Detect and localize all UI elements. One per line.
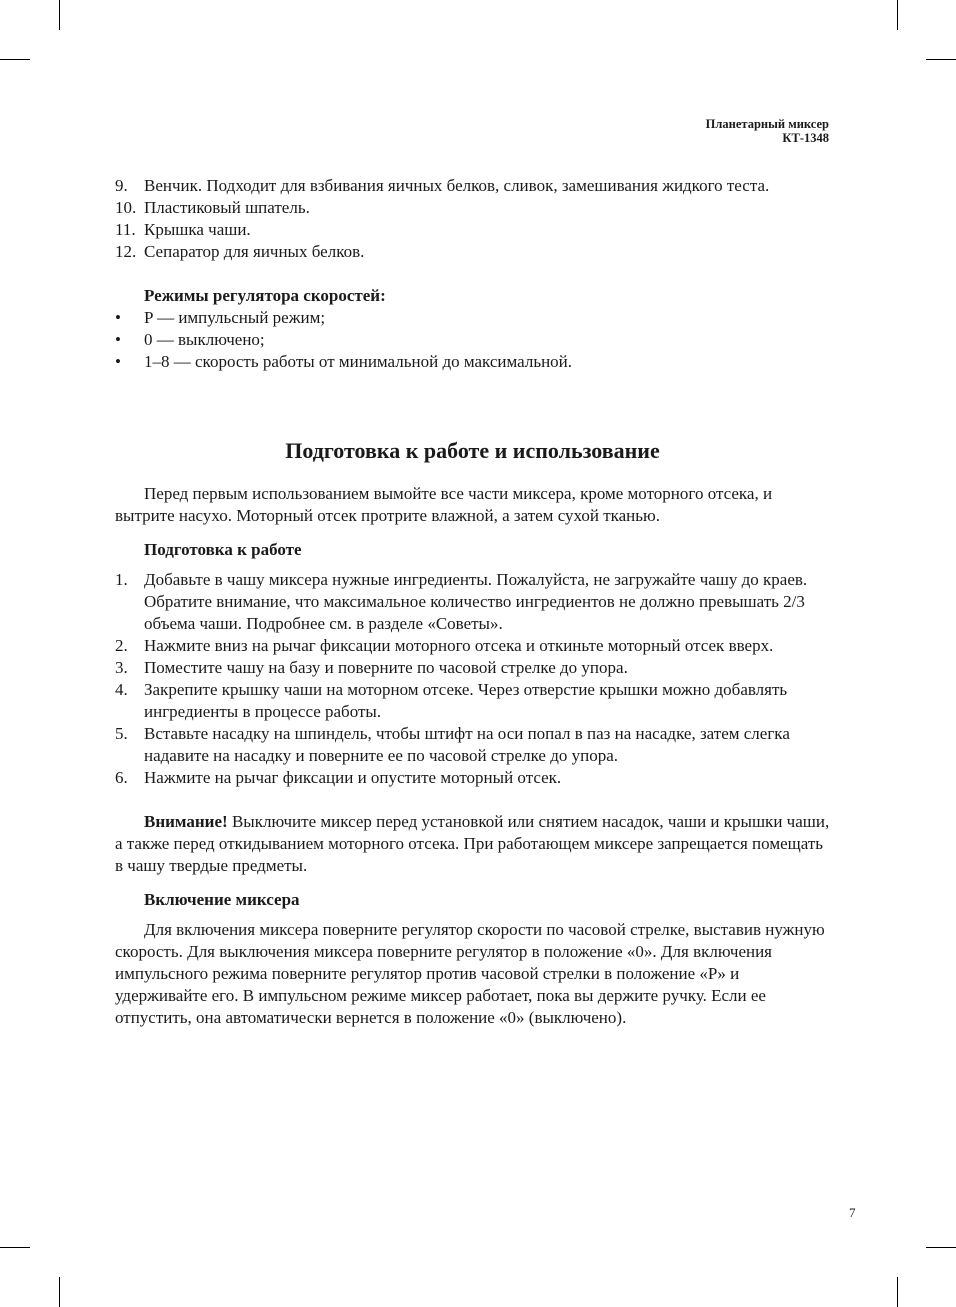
item-text: Поместите чашу на базу и поверните по часовой стрелке до упора. [144, 658, 628, 677]
bullet: • [115, 352, 121, 371]
list-item [115, 569, 830, 635]
item-text: 1–8 — скорость работы от минимальной до максимальной. [144, 352, 573, 371]
item-text: Добавьте в чашу миксера нужные ингредиенты. Пожалуйста, не загружайте чашу до краев. Обратите внимание, что максимальное количество ингредиентов не должно превышать 2/3 объема чаши. Подробнее см. в разделе «Советы». [144, 570, 808, 633]
crop-mark [926, 59, 956, 60]
item-number: 3. [115, 658, 128, 677]
item-text: Вставьте насадку на шпиндель, чтобы штифт на оси попал в паз на насадке, затем слегка надавите на насадку и поверните ее по часовой стрелке до упора. [144, 724, 790, 765]
warning-text: Выключите миксер перед установкой или снятием насадок, чаши и крышки чаши, а также перед откидыванием моторного отсека. При работающем миксере запрещается помещать в чашу твердые предметы. [115, 812, 830, 875]
list-item [115, 635, 830, 657]
list-item [115, 175, 830, 197]
parts-list [115, 175, 830, 263]
crop-mark [0, 1247, 30, 1248]
speed-modes-heading: Режимы регулятора скоростей: [144, 286, 386, 305]
list-item [115, 329, 830, 351]
crop-mark [0, 59, 30, 60]
item-number: 10. [115, 198, 137, 217]
list-item [115, 657, 830, 679]
power-on-heading: Включение миксера [144, 890, 300, 909]
crop-mark [926, 1247, 956, 1248]
item-number: 4. [115, 680, 128, 699]
item-number: 2. [115, 636, 128, 655]
list-item [115, 241, 830, 263]
crop-mark [897, 1277, 898, 1307]
item-text: Нажмите на рычаг фиксации и опустите моторный отсек. [144, 768, 562, 787]
header-model: КТ-1348 [782, 131, 829, 145]
running-header [706, 117, 829, 145]
item-number: 6. [115, 768, 128, 787]
list-item [115, 767, 830, 789]
bullet: • [115, 330, 121, 349]
power-on-paragraph: Для включения миксера поверните регулятор скорости по часовой стрелке, выставив нужную скорость. Для выключения миксера поверните регулятор в положение «0». Для включения импульсного режима поверните регулятор против часовой стрелки в положение «P» и удерживайте его. В импульсном режиме миксер работает, пока вы держите ручку. Если ее отпустить, она автоматически вернется в положение «0» (выключено). [115, 920, 825, 1027]
intro-paragraph: Перед первым использованием вымойте все части миксера, кроме моторного отсека, и вытрите насухо. Моторный отсек протрите влажной, а затем сухой тканью. [115, 484, 773, 525]
crop-mark [59, 0, 60, 30]
item-number: 5. [115, 724, 128, 743]
item-number: 12. [115, 242, 137, 261]
item-text: Нажмите вниз на рычаг фиксации моторного отсека и откиньте моторный отсек вверх. [144, 636, 774, 655]
warning-paragraph [115, 811, 830, 877]
item-text: Сепаратор для яичных белков. [144, 242, 365, 261]
prep-heading: Подготовка к работе [144, 540, 302, 559]
item-text: 0 — выключено; [144, 330, 265, 349]
item-number: 9. [115, 176, 128, 195]
page-content [115, 175, 830, 1029]
prep-steps [115, 569, 830, 789]
list-item [115, 351, 830, 373]
item-number: 11. [115, 220, 136, 239]
warning-label: Внимание! [144, 812, 228, 831]
item-text: Крышка чаши. [144, 220, 251, 239]
crop-mark [59, 1277, 60, 1307]
item-number: 1. [115, 570, 128, 589]
item-text: Пластиковый шпатель. [144, 198, 310, 217]
item-text: Закрепите крышку чаши на моторном отсеке. Через отверстие крышки можно добавлять ингредиенты в процессе работы. [144, 680, 788, 721]
list-item [115, 197, 830, 219]
section-title: Подготовка к работе и использование [285, 438, 660, 463]
list-item [115, 679, 830, 723]
list-item [115, 219, 830, 241]
list-item [115, 307, 830, 329]
page-number: 7 [849, 1205, 856, 1220]
bullet: • [115, 308, 121, 327]
header-product: Планетарный миксер [705, 117, 829, 131]
crop-mark [897, 0, 898, 30]
speed-modes-list [115, 307, 830, 373]
item-text: P — импульсный режим; [144, 308, 326, 327]
list-item [115, 723, 830, 767]
item-text: Венчик. Подходит для взбивания яичных белков, сливок, замешивания жидкого теста. [144, 176, 770, 195]
